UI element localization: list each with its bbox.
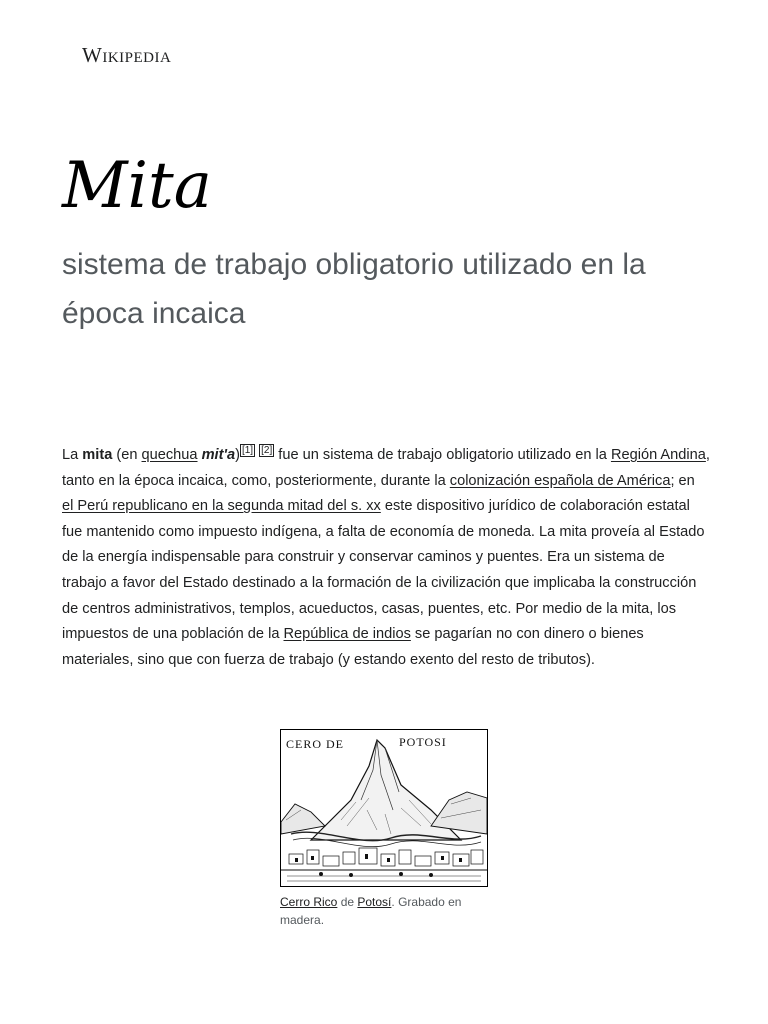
caption-text: de: [337, 895, 358, 909]
text-span: se pagarían no con dinero o bienes materiales, sino que con fuerza de trabajo (y estando exento del resto de tributos).: [62, 626, 644, 668]
link-colonizacion[interactable]: colonización española de América: [449, 472, 671, 489]
text-span: fue un sistema de trabajo obligatorio utilizado en la: [274, 447, 611, 463]
wikipedia-logo[interactable]: Wikipedia: [82, 43, 172, 67]
engraving-title-left: CERO DE: [286, 737, 344, 751]
reference-1[interactable]: [1]: [241, 445, 254, 456]
cerro-rico-engraving-image[interactable]: [280, 729, 488, 887]
page-description: sistema de trabajo obligatorio utilizado en la época incaica: [62, 248, 646, 330]
text-span: La: [62, 447, 83, 463]
figure-cerro-rico: [280, 729, 490, 929]
caption-link-cerro-rico[interactable]: Cerro Rico: [280, 895, 338, 909]
text-span: ; en: [670, 472, 695, 489]
link-peru-republicano[interactable]: el Perú republicano en la segunda mitad del s. xx: [62, 498, 381, 515]
figure-caption: [280, 893, 480, 929]
text-span: , tanto en la época incaica, como, posteriormente, durante la: [62, 447, 710, 489]
caption-link-potosi[interactable]: Potosí: [357, 895, 392, 909]
link-region-andina[interactable]: Región Andina: [610, 447, 706, 463]
lead-paragraph: [62, 443, 710, 673]
caption-text: . Grabado en madera.: [280, 895, 462, 927]
reference-2[interactable]: [2]: [261, 445, 273, 456]
text-span: ): [235, 447, 240, 463]
link-republica-de-indios[interactable]: República de indios: [283, 626, 411, 643]
text-span: (en: [112, 447, 142, 463]
bold-italic-term: mit'a: [201, 447, 236, 463]
bold-term: mita: [82, 447, 113, 463]
link-quechua[interactable]: quechua: [141, 447, 198, 463]
page-title: Mita: [62, 149, 212, 223]
engraving-title-right: POTOSI: [399, 735, 447, 749]
text-span: este dispositivo jurídico de colaboración estatal fue mantenido como impuesto indígena, a falta de economía de moneda. La mita proveía al Estado de la energía indispensable para construir y conservar caminos y puentes. Era un sistema de trabajo a favor del Estado destinado a la formación de la civilización que implicaba la construcción de centros administrativos, templos, acueductos, casas, puentes, etc. Por medio de la mita, los impuestos de una población de la: [62, 498, 705, 643]
